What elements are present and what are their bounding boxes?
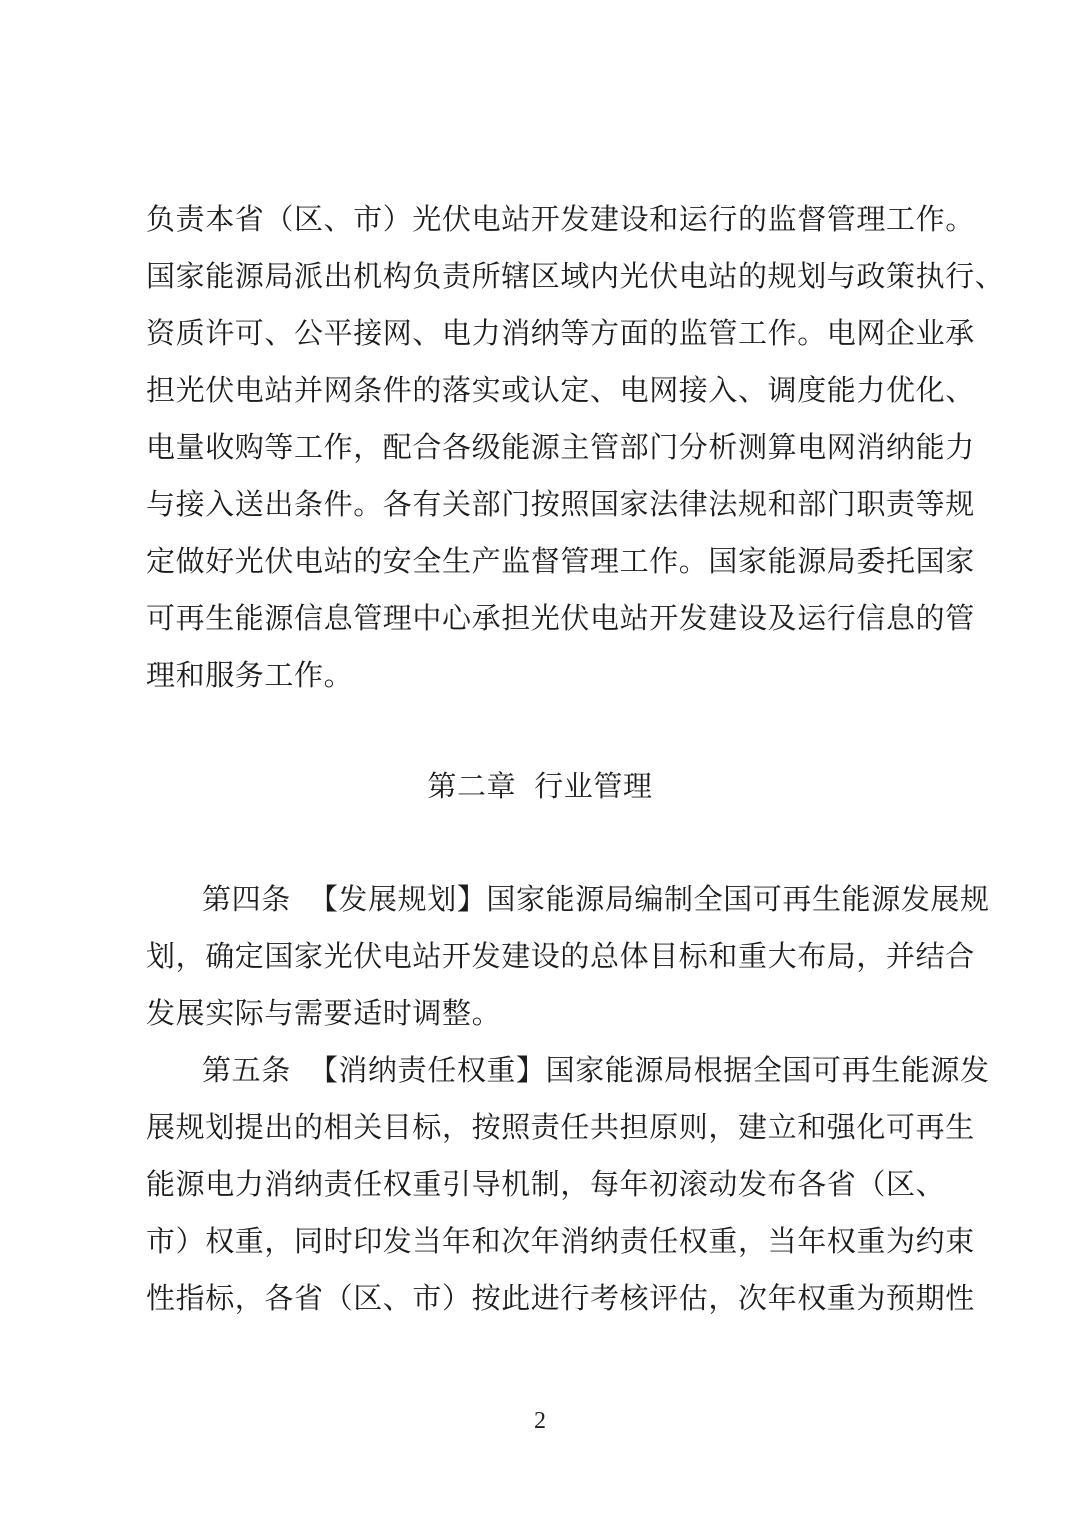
paragraph-line: 理和服务工作。 (146, 658, 354, 692)
chapter-title: 行业管理 (534, 769, 653, 803)
article-4-text: 【发展规划】国家能源局编制全国可再生能源发展规 (308, 882, 990, 916)
page-number: 2 (534, 1408, 546, 1434)
paragraph-line: 划，确定国家光伏电站开发建设的总体目标和重大布局，并结合 (146, 939, 975, 973)
paragraph-line: 负责本省（区、市）光伏电站开发建设和运行的监督管理工作。 (146, 202, 975, 236)
chapter-heading (0, 766, 1080, 806)
paragraph-line: 国家能源局派出机构负责所辖区域内光伏电站的规划与政策执行、 (146, 259, 1005, 293)
chapter-number: 第二章 (427, 769, 517, 803)
article-5-label: 第五条 (202, 1053, 291, 1087)
paragraph-line: 定做好光伏电站的安全生产监督管理工作。国家能源局委托国家 (146, 544, 975, 578)
paragraph-line: 担光伏电站并网条件的落实或认定、电网接入、调度能力优化、 (146, 373, 975, 407)
article-5-first-line (202, 1050, 990, 1090)
paragraph-line: 可再生能源信息管理中心承担光伏电站开发建设及运行信息的管 (146, 601, 975, 635)
paragraph-line: 市）权重，同时印发当年和次年消纳责任权重，当年权重为约束 (146, 1224, 975, 1258)
paragraph-line: 能源电力消纳责任权重引导机制，每年初滚动发布各省（区、 (146, 1167, 946, 1201)
paragraph-line: 发展实际与需要适时调整。 (146, 996, 502, 1030)
paragraph-line: 与接入送出条件。各有关部门按照国家法律法规和部门职责等规 (146, 487, 975, 521)
article-4-first-line (202, 879, 990, 919)
article-5-text: 【消纳责任权重】国家能源局根据全国可再生能源发 (308, 1053, 990, 1087)
paragraph-line: 电量收购等工作，配合各级能源主管部门分析测算电网消纳能力 (146, 430, 975, 464)
paragraph-line: 展规划提出的相关目标，按照责任共担原则，建立和强化可再生 (146, 1110, 975, 1144)
paragraph-line: 资质许可、公平接网、电力消纳等方面的监管工作。电网企业承 (146, 316, 975, 350)
paragraph-line: 性指标，各省（区、市）按此进行考核评估，次年权重为预期性 (146, 1281, 975, 1315)
article-4-label: 第四条 (202, 882, 291, 916)
